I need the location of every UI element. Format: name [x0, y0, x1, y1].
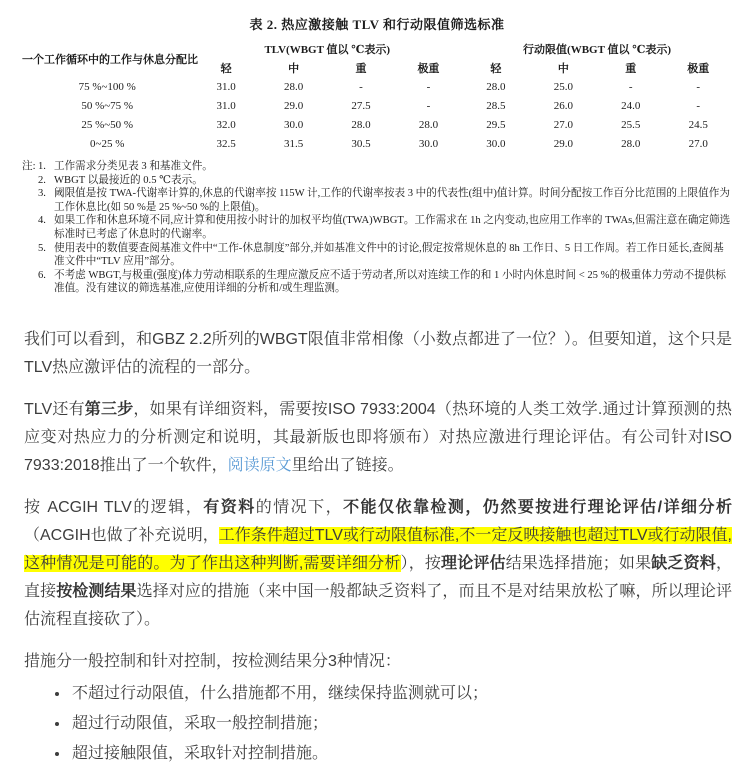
note-item: [22, 174, 732, 188]
note-number: 4.: [38, 215, 46, 227]
subheader-light-al: 轻: [490, 63, 502, 75]
value-cell: 25.0: [553, 80, 573, 93]
action-limit-group-header: 行动限值(WBGT 值以 ℃表示): [523, 44, 672, 56]
value-cell: 24.5: [688, 118, 708, 131]
article-body: [0, 296, 754, 768]
value-cell: -: [359, 80, 363, 93]
paragraph-measures-intro: [24, 648, 732, 676]
measures-bullet-list: [24, 680, 732, 768]
value-cell: 28.0: [351, 118, 371, 131]
note-number: 5.: [38, 242, 46, 254]
value-cell: 31.5: [283, 137, 304, 150]
note-text: WBGT 以最接近的 0.5 ℃表示。: [54, 174, 203, 186]
text-run: ，如果有详细资料，需要按ISO 7933:2004（热环境的人类工效学.通过计算预测的热应变对热应力的分析测定和说明，其最新版也即将颁布）对热应激进行理论评估。有公司针对ISO 7933:2018推出了一个软件，: [24, 400, 732, 474]
text-run: 选择对应的措施（来中国一般都缺乏资料了，而且不是对结果放松了嘛，所以理论评估流程直接砍了）。: [24, 582, 732, 628]
notes-prefix: 注:: [22, 161, 36, 172]
value-cell: 30.0: [486, 137, 506, 150]
note-item: [22, 187, 732, 214]
work-rest-ratio-header: 一个工作循环中的工作与休息分配比: [22, 53, 198, 66]
text-run: ，直接: [24, 554, 732, 600]
text-run: TLV还有: [24, 400, 85, 418]
table-row: [22, 77, 732, 96]
value-cell: 30.5: [351, 137, 371, 150]
bold-run: 理论评估: [441, 554, 506, 572]
note-number: 1.: [38, 161, 46, 172]
bold-run: 按检测结果: [56, 582, 137, 600]
note-number: 2.: [38, 174, 46, 186]
value-cell: -: [426, 99, 431, 112]
note-item: [22, 269, 732, 296]
scanned-table-section: [0, 0, 754, 296]
note-text: 工作需求分类见表 3 和基准文件。: [54, 161, 213, 172]
tlv-group-header: TLV(WBGT 值以 ℃表示): [264, 44, 391, 56]
value-cell: 32.0: [216, 118, 236, 131]
subheader-veryheavy-al: 极重: [687, 63, 710, 75]
text-run: 的情况下，: [255, 498, 344, 516]
text-run: 结果选择措施；如果: [505, 554, 652, 572]
subheader-heavy-tlv: 重: [355, 63, 367, 75]
row-label: 0~25 %: [90, 137, 125, 150]
bold-run: 第三步: [84, 400, 134, 418]
bold-run: 缺乏资料: [651, 554, 716, 572]
group-header-row: [22, 40, 732, 58]
text-run: 我们可以看到，和GBZ 2.2所列的WBGT限值非常相像（小数点都进了一位？）。但要知道，这个只是TLV热应激评估的流程的一部分。: [24, 330, 732, 376]
subheader-moderate-al: 中: [557, 63, 569, 75]
paragraph-observation: [24, 326, 732, 382]
value-cell: 28.0: [621, 137, 641, 150]
subheader-light-tlv: 轻: [220, 63, 232, 75]
value-cell: -: [628, 80, 633, 93]
table-row: [22, 134, 732, 153]
value-cell: 27.0: [553, 118, 573, 131]
note-item: [22, 214, 732, 241]
note-item: [22, 160, 732, 174]
value-cell: 28.0: [418, 118, 439, 131]
value-cell: 29.0: [283, 99, 304, 112]
value-cell: 30.0: [283, 118, 304, 131]
text-run: （ACGIH也做了补充说明，: [24, 526, 219, 544]
text-run: 措施分一般控制和针对控制，按检测结果分3种情况：: [24, 652, 401, 670]
value-cell: -: [696, 99, 701, 112]
highlight-run: 工作条件超过TLV或行动限值标准,不一定反映接触也超过TLV或行动限值,这种情况是可能的。为了作出这种判断,需要详细分析: [24, 526, 732, 572]
row-label: 50 %~75 %: [81, 99, 134, 112]
value-cell: 31.0: [216, 80, 236, 93]
table-row: [22, 96, 732, 115]
value-cell: 31.0: [216, 99, 236, 112]
subheader-heavy-al: 重: [625, 63, 637, 75]
value-cell: 32.5: [216, 137, 236, 150]
value-cell: 28.5: [486, 99, 506, 112]
note-text: 阈限值是按 TWA-代谢率计算的,休息的代谢率按 115W 计,工作的代谢率按表 3 中的代表性(组中)值计算。时间分配按工作百分比范围的上限值作为工作休息比(如 50 %是 25 %~50 %的上限值)。: [54, 188, 730, 213]
value-cell: 28.0: [283, 80, 304, 93]
paragraph-third-step: [24, 396, 732, 480]
subheader-veryheavy-tlv: 极重: [417, 63, 440, 75]
table-notes: [22, 160, 732, 296]
note-item: [22, 242, 732, 269]
bold-run: 不能仅依靠检测，仍然要按进行理论评估/详细分析: [343, 498, 732, 516]
bold-run: 有资料: [203, 498, 256, 516]
text-run: 里给出了链接。: [291, 456, 404, 474]
table-row: [22, 115, 732, 134]
row-label: 75 %~100 %: [78, 80, 136, 93]
list-item: • 超过行动限值，采取一般控制措施；: [70, 710, 732, 738]
text-run: ），按: [400, 554, 442, 572]
row-label: 25 %~50 %: [81, 118, 134, 131]
read-original-link[interactable]: 阅读原文: [227, 456, 292, 474]
tlv-table: [22, 40, 732, 153]
text-run: 按 ACGIH TLV的逻辑，: [24, 498, 204, 516]
value-cell: 30.0: [418, 137, 439, 150]
value-cell: 29.5: [486, 118, 506, 131]
note-text: 不考虑 WBGT,与极重(强度)体力劳动相联系的生理应激反应不适于劳动者,所以对连续工作的和 1 小时内休息时间 < 25 %的极重体力劳动不提供标准值。没有建议的筛选基准,应使用详细的分析和/或生理监测。: [54, 269, 726, 295]
note-number: 6.: [38, 269, 46, 281]
paragraph-acgih-logic: [24, 494, 732, 634]
subheader-moderate-tlv: 中: [288, 63, 300, 75]
table-title: 表 2. 热应激接触 TLV 和行动限值筛选标准: [249, 17, 505, 32]
note-text: 使用表中的数值要查阅基准文件中“工作-休息制度”部分,并如基准文件中的讨论,假定按常规休息的 8h 工作日、5 日工作周。若工作日延长,查阅基准文件中“TLV 应用”部分。: [54, 242, 724, 268]
value-cell: 25.5: [621, 118, 641, 131]
value-cell: 24.0: [621, 99, 641, 112]
value-cell: 28.0: [486, 80, 506, 93]
note-text: 如果工作和休息环境不同,应计算和使用按小时计的加权平均值(TWA)WBGT。工作需求在 1h 之内变动,也应用工作率的 TWAs,但需注意在确定筛选标准时已考虑了休息时的代谢率。: [54, 215, 731, 240]
value-cell: 29.0: [553, 137, 573, 150]
value-cell: -: [696, 80, 701, 93]
list-item: • 不超过行动限值，什么措施都不用，继续保持监测就可以；: [70, 680, 732, 708]
value-cell: 27.5: [351, 99, 371, 112]
value-cell: 26.0: [553, 99, 573, 112]
value-cell: 27.0: [688, 137, 708, 150]
value-cell: -: [426, 80, 431, 93]
note-number: 3.: [38, 188, 46, 200]
list-item: • 超过接触限值，采取针对控制措施。: [70, 740, 732, 768]
